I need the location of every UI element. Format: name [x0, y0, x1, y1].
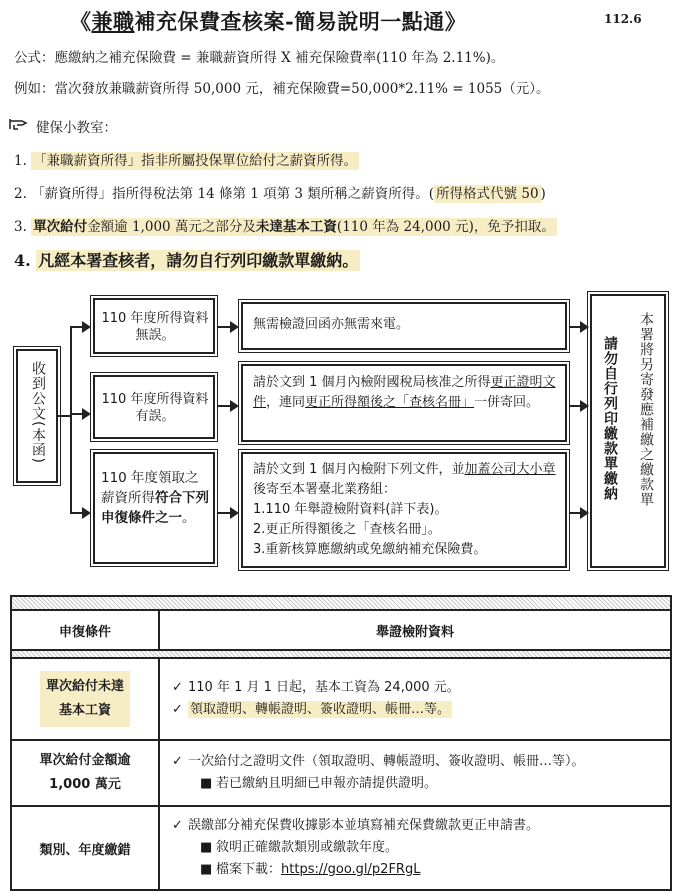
hand-point-icon: [8, 116, 28, 136]
example-text: 例如：當次發放兼職薪資所得 50,000 元，補充保險費=50,000*2.11% = 1055（元）。: [14, 81, 550, 97]
condition-error-box: [93, 375, 215, 439]
condition-cell: 類別、年度繳錯: [11, 806, 159, 890]
start-box: [16, 349, 58, 483]
result-appeal-label: 請於文到 1 個月內檢附下列文件，並加蓋公司大小章後寄至本署臺北業務組： 1.110 年舉證檢附資料(詳下表)。 2.更正所得額後之「查核名冊」。 3.重新核算應繳納或免繳納補充保險費。: [253, 462, 556, 557]
result-correction-label: 請於文到 1 個月內檢附國稅局核准之所得更正證明文件，連同更正所得額後之「查核名冊」一併寄回。: [253, 375, 556, 410]
note-4: 4. 凡經本署查核者，請勿自行列印繳款單繳納。: [14, 251, 359, 270]
note-3: 3. 單次給付金額逾 1,000 萬元之部分及未達基本工資(110 年為 24,000 元)，免予扣取。: [14, 219, 555, 235]
classroom-label: 健保小教室：: [36, 120, 117, 136]
condition-correct-label: 110 年度所得資料無誤。: [101, 311, 209, 343]
condition-correct-box: [93, 298, 215, 354]
evidence-cell: ✓ 110 年 1 月 1 日起，基本工資為 24,000 元。 ✓ 領取證明、轉帳證明、簽收證明、帳冊…等。: [159, 658, 671, 740]
condition-cell: 單次給付未達 基本工資: [11, 658, 159, 740]
formula-text: 公式：應繳納之補充保險費 = 兼職薪資所得 X 補充保險費率(110 年為 2.11%)。: [14, 50, 505, 66]
condition-appeal-box: [93, 452, 215, 564]
appeal-conditions-table: [10, 595, 672, 891]
note-2: 2. 「薪資所得」指所得稅法第 14 條第 1 項第 3 類所稱之薪資所得。( 所得格式代號 50 ): [14, 186, 546, 202]
start-label: 收到公文(本函): [30, 361, 46, 464]
download-link[interactable]: https://goo.gl/p2FRgL: [281, 862, 421, 877]
table-row: [11, 806, 671, 890]
version-number: 112.6: [604, 12, 642, 26]
result-appeal-box: [241, 452, 567, 568]
evidence-cell: ✓ 誤繳部分補充保費收據影本並填寫補充保費繳款更正申請書。 ■ 敘明正確繳款類別或繳款年度。 ■ 檔案下載：https://goo.gl/p2FRgL: [159, 806, 671, 890]
evidence-cell: ✓ 一次給付之證明文件（領取證明、轉帳證明、簽收證明、帳冊…等）。 ■ 若已繳納且明細已申報亦請提供證明。: [159, 740, 671, 806]
table-header-evidence: 舉證檢附資料: [159, 610, 671, 650]
final-notice-box: [590, 294, 666, 568]
final-notice-label: 本署將另寄發應補繳之繳款單: [638, 312, 654, 507]
table-header-condition: 申復條件: [11, 610, 159, 650]
final-notice-bold: 請勿自行列印繳款單繳納: [602, 336, 618, 501]
result-no-action-box: [241, 302, 567, 350]
result-correction-box: [241, 364, 567, 442]
page-title: 《兼職補充保費查核案-簡易說明一點通》: [70, 9, 467, 34]
table-row: [11, 658, 671, 740]
note-1: 1. 「兼職薪資所得」指非所屬投保單位給付之薪資所得。: [14, 153, 358, 169]
condition-appeal-label: 110 年度領取之薪資所得符合下列申復條件之一。: [101, 470, 209, 526]
table-row: [11, 740, 671, 806]
condition-error-label: 110 年度所得資料有誤。: [101, 392, 209, 424]
condition-cell: 單次給付金額逾 1,000 萬元: [11, 740, 159, 806]
result-no-action-label: 無需檢證回函亦無需來電。: [253, 317, 410, 332]
